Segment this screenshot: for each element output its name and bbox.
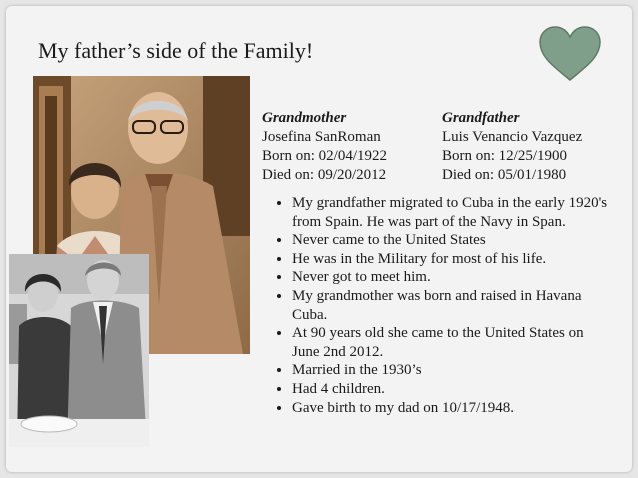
grandparents-young-photo (9, 254, 149, 447)
list-item: • Had 4 children. (292, 380, 612, 399)
heart-icon (536, 24, 604, 84)
grandfather-name: Luis Venancio Vazquez (442, 129, 583, 145)
grandmother-info (262, 109, 387, 185)
list-item: • He was in the Military for most of his life. (292, 250, 612, 269)
list-item: • At 90 years old she came to the United States on June 2nd 2012. (292, 324, 612, 361)
list-item: • My grandfather migrated to Cuba in the early 1920's from Spain. He was part of the Navy in Span. (292, 194, 612, 231)
grandmother-died: Died on: 09/20/2012 (262, 167, 387, 183)
family-facts-list (268, 194, 612, 417)
grandfather-heading: Grandfather (442, 110, 520, 126)
grandmother-name: Josefina SanRoman (262, 129, 381, 145)
grandfather-born: Born on: 12/25/1900 (442, 148, 568, 164)
list-item: • My grandmother was born and raised in Havana Cuba. (292, 287, 612, 324)
slide-title: My father’s side of the Family! (38, 38, 314, 63)
grandmother-heading: Grandmother (262, 110, 347, 126)
list-item: • Never got to meet him. (292, 268, 612, 287)
grandfather-died: Died on: 05/01/1980 (442, 167, 567, 183)
grandmother-born: Born on: 02/04/1922 (262, 148, 388, 164)
list-item: • Never came to the United States (292, 231, 612, 250)
grandfather-info (442, 109, 582, 185)
list-item: • Gave birth to my dad on 10/17/1948. (292, 399, 612, 418)
list-item: • Married in the 1930’s (292, 361, 612, 380)
